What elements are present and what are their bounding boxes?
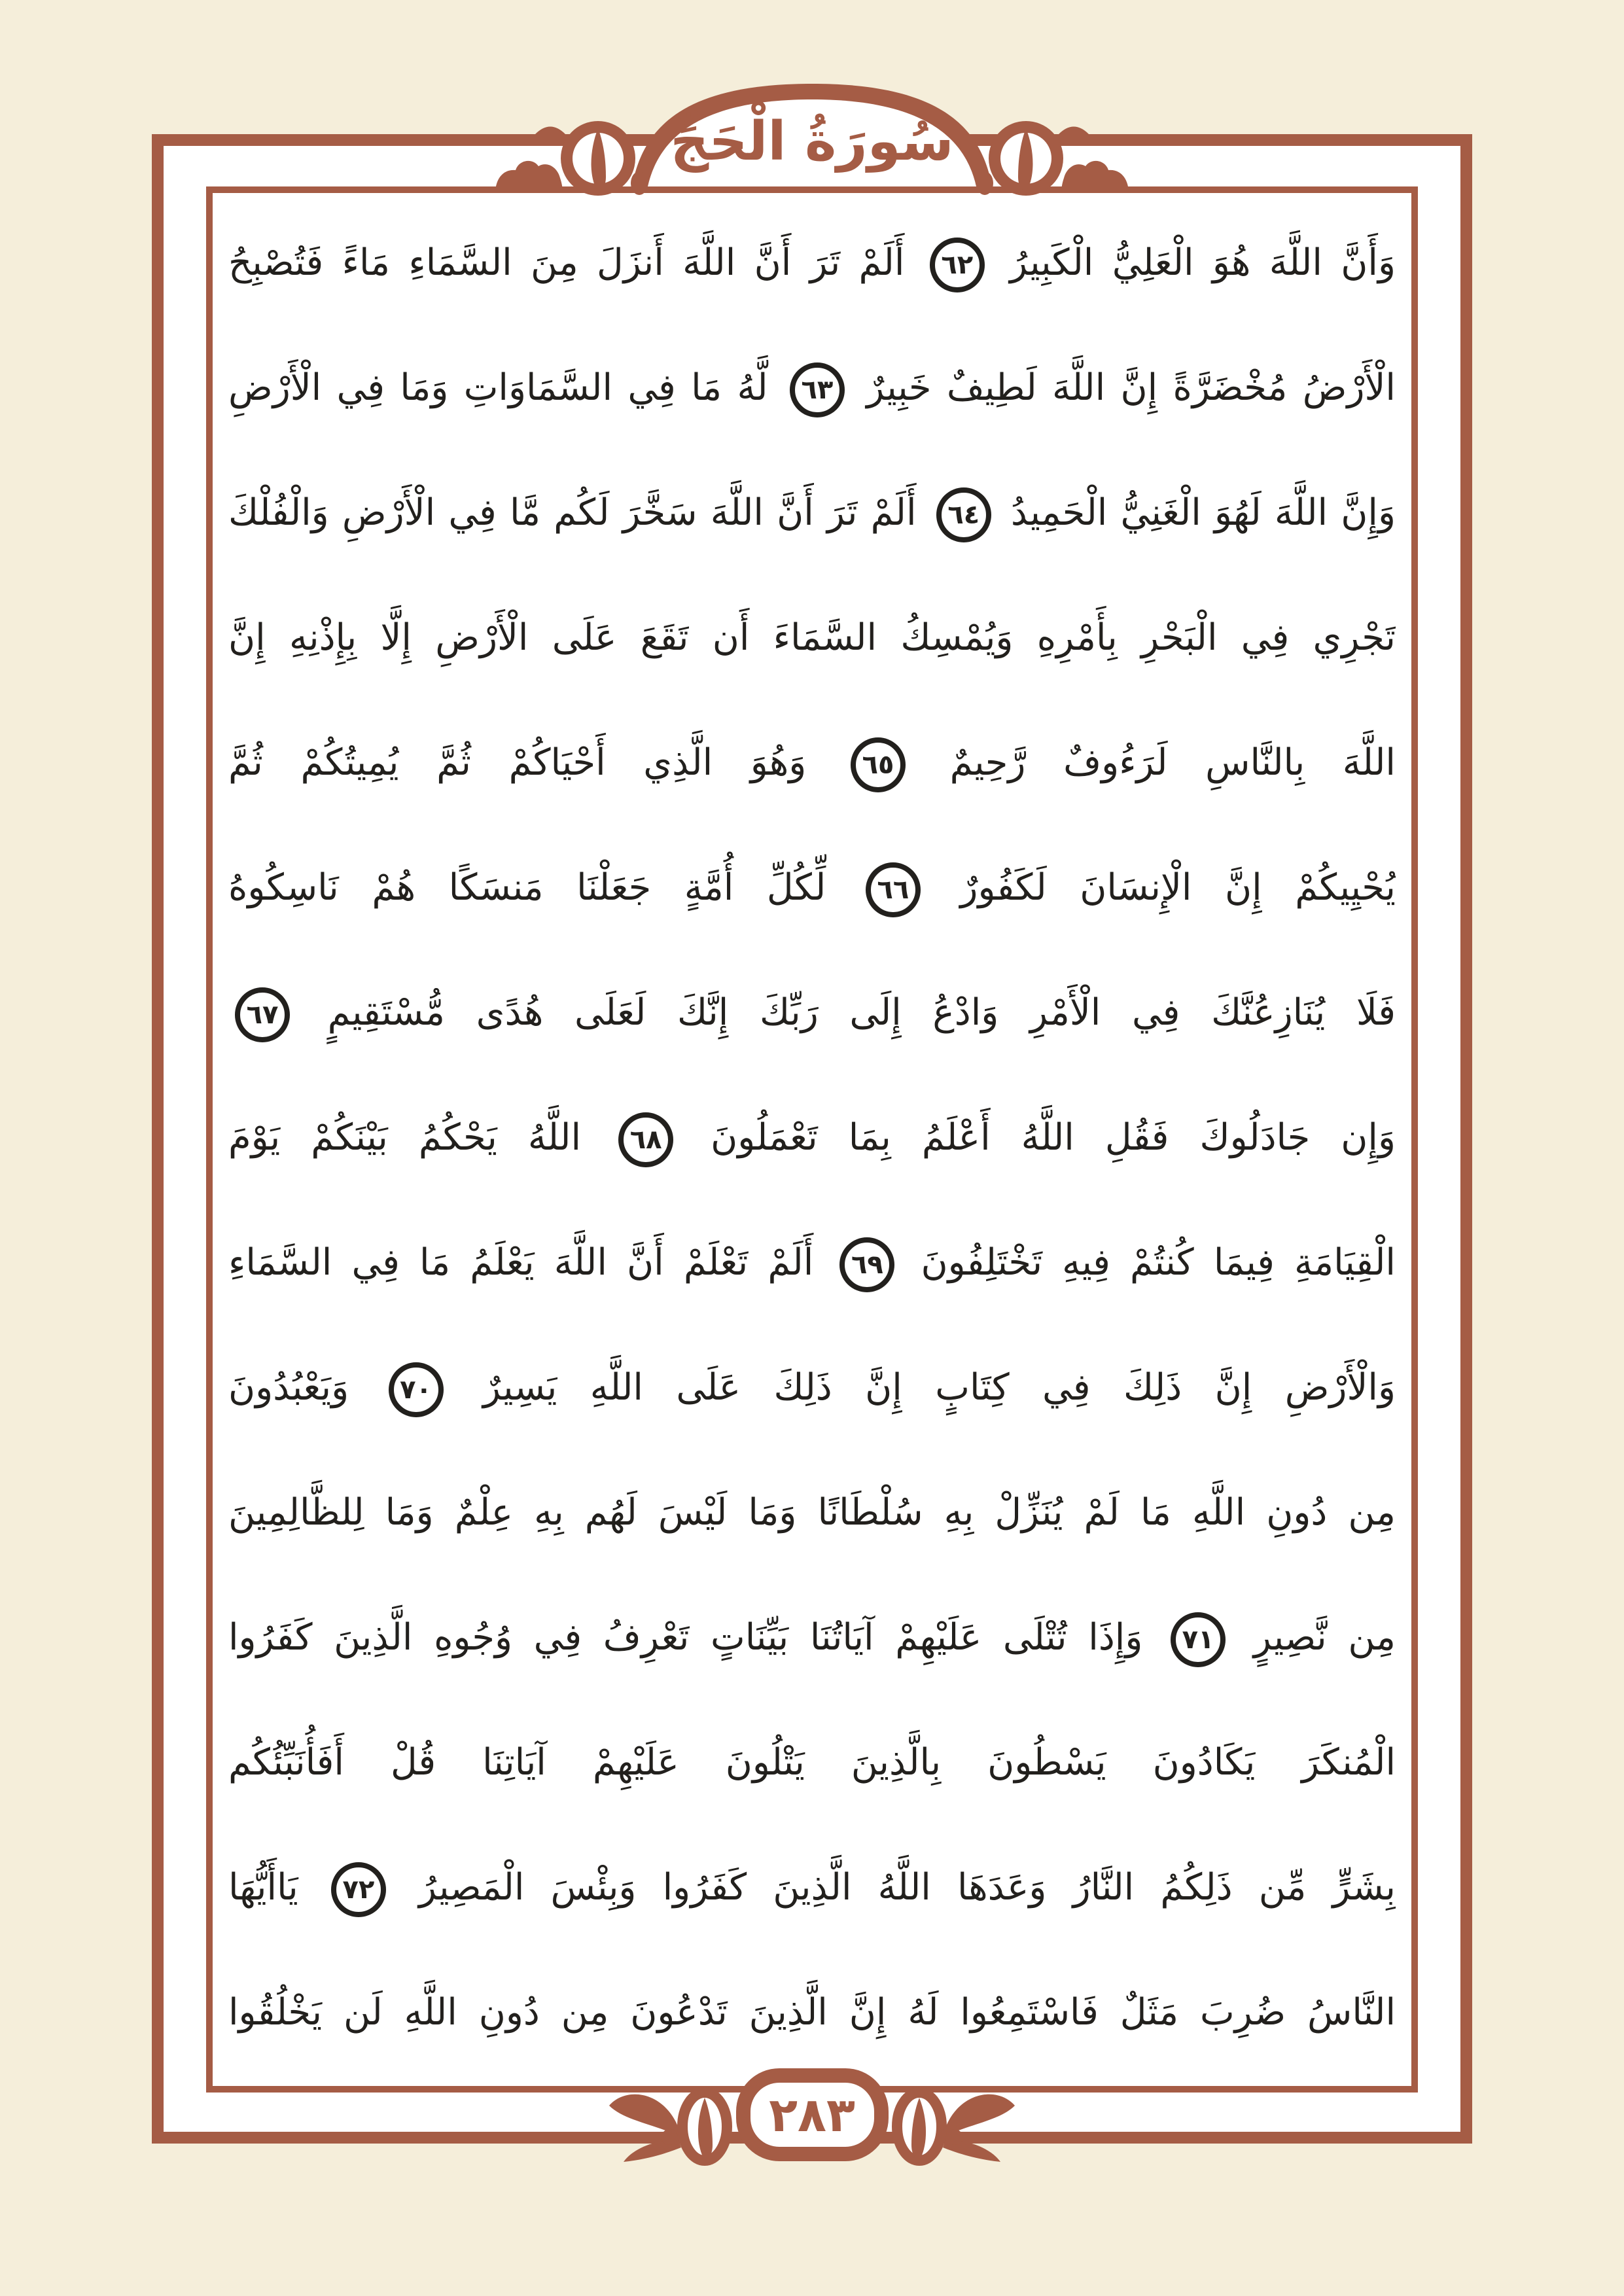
verse-number-marker: ٦٣ bbox=[790, 362, 845, 417]
ayah-text: وَإِنَّ اللَّهَ لَهُوَ الْغَنِيُّ الْحَمِيدُ bbox=[1010, 491, 1396, 534]
ayah-text: لِّكُلِّ أُمَّةٍ جَعَلْنَا مَنسَكًا هُمْ نَاسِكُوهُ bbox=[228, 866, 826, 909]
leaf-dot-left-icon bbox=[662, 2129, 677, 2145]
quran-lines bbox=[228, 201, 1396, 2075]
surah-title: سُورَةُ الْحَجِّ bbox=[670, 110, 954, 173]
cloud-leaf-left-icon bbox=[495, 161, 563, 193]
quran-line bbox=[228, 576, 1396, 701]
verse-number-marker: ٧٢ bbox=[331, 1862, 386, 1917]
ayah-text: اللَّهُ يَحْكُمُ بَيْنَكُمْ يَوْمَ bbox=[228, 1116, 582, 1159]
ayah-text: بِشَرٍّ مِّن ذَلِكُمُ النَّارُ وَعَدَهَا اللَّهُ الَّذِينَ كَفَرُوا وَبِئْسَ الْمَصِيرُ bbox=[419, 1866, 1396, 1909]
ayah-text: وَأَنَّ اللَّهَ هُوَ الْعَلِيُّ الْكَبِيرُ bbox=[1010, 241, 1396, 284]
quran-line bbox=[228, 326, 1396, 451]
quran-line bbox=[228, 951, 1396, 1076]
ayah-text: اللَّهَ بِالنَّاسِ لَرَءُوفٌ رَّحِيمٌ bbox=[949, 741, 1396, 784]
ayah-text: وَهُوَ الَّذِي أَحْيَاكُمْ ثُمَّ يُمِيتُكُمْ ثُمَّ bbox=[228, 741, 807, 784]
footer-ornament bbox=[600, 2055, 1024, 2199]
cloud-leaf-right-icon bbox=[1061, 161, 1129, 193]
ayah-text: يَاأَيُّهَا bbox=[228, 1866, 298, 1909]
quran-line bbox=[228, 1201, 1396, 1326]
page-number: ٢٨٣ bbox=[769, 2087, 855, 2142]
ayah-text: وَإِن جَادَلُوكَ فَقُلِ اللَّهُ أَعْلَمُ بِمَا تَعْمَلُونَ bbox=[711, 1116, 1396, 1159]
verse-number-marker: ٦٦ bbox=[866, 862, 921, 917]
ayah-text: لَّهُ مَا فِي السَّمَاوَاتِ وَمَا فِي الْأَرْضِ bbox=[228, 366, 768, 409]
quran-line bbox=[228, 1701, 1396, 1826]
ayah-text: وَالْأَرْضِ إِنَّ ذَلِكَ فِي كِتَابٍ إِنَّ ذَلِكَ عَلَى اللَّهِ يَسِيرٌ bbox=[483, 1366, 1396, 1409]
ayah-text: وَإِذَا تُتْلَى عَلَيْهِمْ آيَاتُنَا بَيِّنَاتٍ تَعْرِفُ فِي وُجُوهِ الَّذِينَ كَفَرُوا bbox=[228, 1616, 1143, 1659]
base-oval-right-icon bbox=[976, 171, 993, 195]
base-oval-left-icon bbox=[631, 171, 648, 195]
verse-number-marker: ٦٨ bbox=[618, 1112, 673, 1167]
verse-number-marker: ٦٩ bbox=[839, 1237, 894, 1292]
ayah-text: أَلَمْ تَرَ أَنَّ اللَّهَ سَخَّرَ لَكُم مَّا فِي الْأَرْضِ وَالْفُلْكَ bbox=[228, 491, 917, 534]
verse-number-marker: ٦٢ bbox=[930, 238, 985, 292]
verse-number-marker: ٦٤ bbox=[936, 487, 991, 542]
quran-line bbox=[228, 1326, 1396, 1451]
ayah-text: يُحْيِيكُمْ إِنَّ الْإِنسَانَ لَكَفُورٌ bbox=[960, 866, 1396, 909]
quran-line bbox=[228, 1451, 1396, 1576]
leaf-bump-right-icon bbox=[1059, 127, 1089, 135]
inner-frame-border bbox=[206, 186, 1418, 2093]
verse-number-marker: ٦٧ bbox=[235, 987, 290, 1042]
quran-line bbox=[228, 826, 1396, 951]
quran-line bbox=[228, 701, 1396, 826]
ayah-text: تَجْرِي فِي الْبَحْرِ بِأَمْرِهِ وَيُمْسِكُ السَّمَاءَ أَن تَقَعَ عَلَى الْأَرْضِ إِلَّا بِإِذْنِهِ إِنَّ bbox=[228, 616, 1396, 659]
verse-number-marker: ٧١ bbox=[1171, 1612, 1226, 1667]
quran-line bbox=[228, 1826, 1396, 1951]
ayah-text: النَّاسُ ضُرِبَ مَثَلٌ فَاسْتَمِعُوا لَهُ إِنَّ الَّذِينَ تَدْعُونَ مِن دُونِ اللَّهِ لَن يَخْلُقُوا bbox=[228, 1991, 1396, 2034]
ayah-text: أَلَمْ تَعْلَمْ أَنَّ اللَّهَ يَعْلَمُ مَا فِي السَّمَاءِ bbox=[228, 1241, 814, 1284]
leaf-dot-right-icon bbox=[947, 2129, 962, 2145]
ayah-text: الْمُنكَرَ يَكَادُونَ يَسْطُونَ بِالَّذِينَ يَتْلُونَ عَلَيْهِمْ آيَاتِنَا قُلْ أَفَأُنَبِّئُكُم bbox=[228, 1741, 1396, 1784]
quran-line bbox=[228, 451, 1396, 576]
verse-number-marker: ٧٠ bbox=[389, 1362, 444, 1417]
ayah-text: الْأَرْضُ مُخْضَرَّةً إِنَّ اللَّهَ لَطِيفٌ خَبِيرٌ bbox=[866, 366, 1396, 409]
quran-line bbox=[228, 1576, 1396, 1701]
quran-line bbox=[228, 1076, 1396, 1201]
ayah-text: وَيَعْبُدُونَ bbox=[228, 1366, 349, 1409]
ayah-text: الْقِيَامَةِ فِيمَا كُنتُمْ فِيهِ تَخْتَلِفُونَ bbox=[921, 1241, 1396, 1284]
ayah-text: مِن نَّصِيرٍ bbox=[1253, 1616, 1396, 1659]
ayah-text: مِن دُونِ اللَّهِ مَا لَمْ يُنَزِّلْ بِهِ سُلْطَانًا وَمَا لَيْسَ لَهُم بِهِ عِلْمٌ وَمَا لِلظَّالِمِينَ bbox=[228, 1491, 1396, 1534]
leaf-bump-left-icon bbox=[535, 127, 565, 135]
verse-number-marker: ٦٥ bbox=[851, 737, 906, 792]
ayah-text: أَلَمْ تَرَ أَنَّ اللَّهَ أَنزَلَ مِنَ السَّمَاءِ مَاءً فَتُصْبِحُ bbox=[228, 241, 905, 284]
ayah-text: فَلَا يُنَازِعُنَّكَ فِي الْأَمْرِ وَادْعُ إِلَى رَبِّكَ إِنَّكَ لَعَلَى هُدًى مُّسْتَقِيمٍ bbox=[327, 991, 1396, 1034]
